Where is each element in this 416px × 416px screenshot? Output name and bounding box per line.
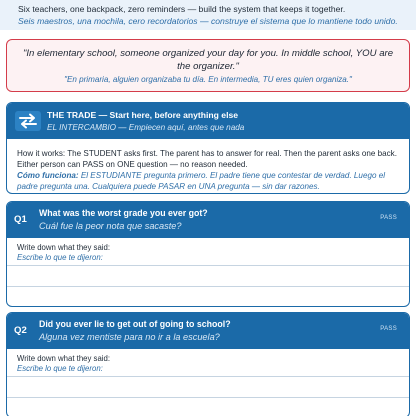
answer-area (7, 349, 409, 374)
trade-body-es (17, 170, 399, 192)
pass-option[interactable]: PASS (380, 326, 397, 332)
answer-line[interactable] (7, 265, 409, 266)
quote-text-es: "En primaria, alguien organizaba tu día. En intermedia, TU eres quien organiza." (64, 75, 352, 84)
trade-body (7, 139, 409, 192)
question-number: Q2 (14, 325, 27, 336)
quote-text-en: "In elementary school, someone organized your day for you. In middle school, YOU are the organizer." (22, 48, 394, 72)
pass-option[interactable]: PASS (380, 215, 397, 221)
answer-line[interactable] (7, 376, 409, 377)
question-card-2 (6, 312, 410, 416)
question-text-es: Cuál fue la peor nota que sacaste? (39, 221, 182, 231)
question-header (7, 313, 409, 349)
answer-area (7, 238, 409, 263)
answer-prompt-en: Write down what they said: (17, 354, 111, 363)
intro-text-es: Seis maestros, una mochila, cero recordatorios — construye el sistema que lo mantiene todo unido. (18, 16, 398, 26)
question-number: Q1 (14, 214, 27, 225)
intro-text-en: Six teachers, one backpack, zero reminders — build the system that keeps it together. (18, 4, 346, 14)
question-text-es: Alguna vez mentiste para no ir a la escuela? (39, 332, 220, 342)
trade-body-es-label: Cómo funciona: (17, 171, 79, 180)
trade-body-en: How it works: The STUDENT asks first. The parent has to answer for real. Then the parent asks one back. Either person can PASS on ONE question — no reason needed. (17, 149, 397, 169)
intro (18, 3, 410, 27)
answer-prompt-en: Write down what they said: (17, 243, 111, 252)
question-text-en: Did you ever lie to get out of going to school? (39, 319, 231, 329)
trade-body-es-text: El ESTUDIANTE pregunta primero. El padre tiene que contestar de verdad. Luego el padre pregunta una. Cualquiera puede PASAR en UNA pregunta — sin dar razones. (17, 171, 385, 191)
answer-prompt-es: Escribe lo que te dijeron: (17, 364, 103, 373)
answer-prompt-es: Escribe lo que te dijeron: (17, 253, 103, 262)
answer-line[interactable] (7, 286, 409, 287)
question-header (7, 202, 409, 238)
quote-callout (6, 39, 410, 92)
trade-title: THE TRADE — Start here, before anything else (47, 110, 239, 120)
answer-line[interactable] (7, 397, 409, 398)
question-card-1 (6, 201, 410, 307)
question-text-en: What was the worst grade you ever got? (39, 208, 208, 218)
trade-subtitle: EL INTERCAMBIO — Empiecen aquí, antes que nada (47, 123, 245, 132)
trade-header (7, 103, 409, 139)
swap-arrows-icon (15, 111, 41, 131)
trade-section (6, 102, 410, 194)
